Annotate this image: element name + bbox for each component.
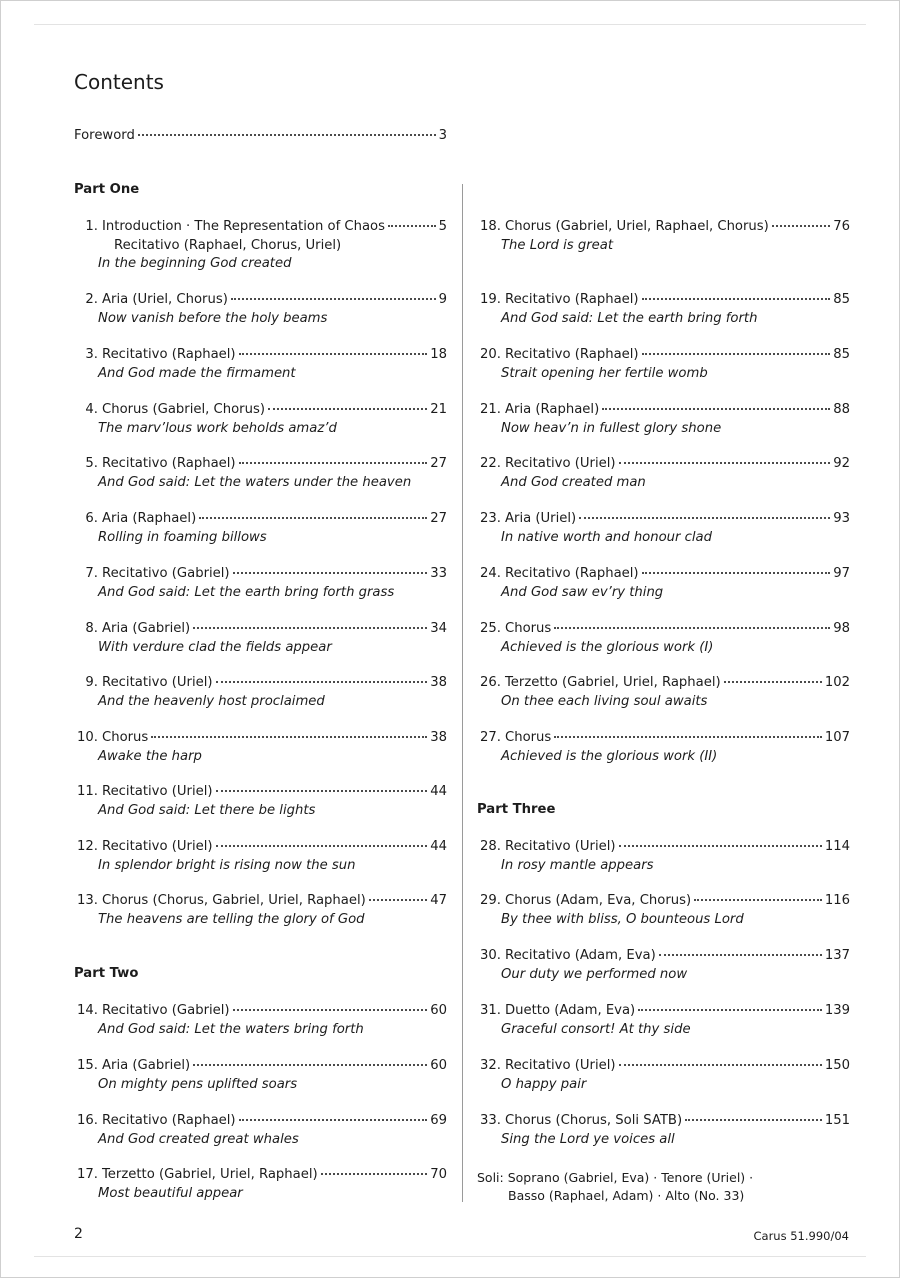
entry-label: Terzetto (Gabriel, Uriel, Raphael) <box>505 675 721 690</box>
entry-label: Recitativo (Uriel) <box>505 1058 616 1073</box>
catalog-number: Carus 51.990/04 <box>753 1229 849 1243</box>
entry-subtitle: Now heav’n in fullest glory shone <box>501 420 722 436</box>
leader-dots <box>239 353 428 355</box>
leader-dots <box>199 517 427 519</box>
entry-page: 85 <box>833 292 850 307</box>
leader-dots <box>268 408 427 410</box>
toc-entry-19[interactable] <box>477 291 850 328</box>
entry-page: 69 <box>430 1113 447 1128</box>
entry-number: 17. <box>77 1167 98 1182</box>
entry-label: Recitativo (Uriel) <box>102 675 213 690</box>
entry-label: Aria (Gabriel) <box>102 621 191 636</box>
entry-subtitle: Achieved is the glorious work (I) <box>501 639 714 655</box>
leader-dots <box>216 790 428 792</box>
entry-label: Recitativo (Uriel) <box>505 839 616 854</box>
entry-subtitle: On thee each living soul awaits <box>501 693 708 709</box>
toc-entry-29[interactable] <box>477 892 850 929</box>
toc-entry-15[interactable] <box>74 1057 447 1094</box>
toc-entry-11[interactable] <box>74 783 447 820</box>
leader-dots <box>638 1009 822 1011</box>
part-two-heading: Part Two <box>74 966 139 981</box>
entry-page: 27 <box>430 456 447 471</box>
entry-page: 60 <box>430 1003 447 1018</box>
part-three-heading: Part Three <box>477 802 556 817</box>
entry-number: 14. <box>77 1003 98 1018</box>
toc-entry-20[interactable] <box>477 346 850 383</box>
entry-subtitle: Most beautiful appear <box>98 1185 243 1201</box>
toc-entry-4[interactable] <box>74 401 447 438</box>
entry-label: Introduction · The Representation of Chaos <box>102 219 385 234</box>
entry-page: 102 <box>824 675 850 690</box>
entry-number: 27. <box>480 730 501 745</box>
foreword-page: 3 <box>438 128 447 143</box>
toc-entry-10[interactable] <box>74 729 447 766</box>
entry-subtitle: Rolling in foaming billows <box>98 529 267 545</box>
entry-page: 150 <box>824 1058 850 1073</box>
leader-dots <box>642 298 831 300</box>
entry-page: 27 <box>430 511 447 526</box>
entry-page: 38 <box>430 730 447 745</box>
entry-page: 92 <box>833 456 850 471</box>
entry-page: 34 <box>430 621 447 636</box>
entry-page: 44 <box>430 839 447 854</box>
entry-page: 137 <box>824 948 850 963</box>
entry-subtitle: And God said: Let there be lights <box>98 802 316 818</box>
leader-dots <box>579 517 830 519</box>
entry-page: 107 <box>824 730 850 745</box>
entry-label: Aria (Raphael) <box>102 511 197 526</box>
entry-label: Recitativo (Raphael) <box>505 347 639 362</box>
entry-number: 13. <box>77 893 98 908</box>
leader-dots <box>388 225 436 227</box>
entry-page: 47 <box>430 893 447 908</box>
entry-number: 3. <box>85 347 98 362</box>
entry-label: Terzetto (Gabriel, Uriel, Raphael) <box>102 1167 318 1182</box>
leader-dots <box>642 353 831 355</box>
leader-dots <box>619 462 831 464</box>
page-title: Contents <box>74 70 164 94</box>
entry-number: 23. <box>480 511 501 526</box>
entry-page: 9 <box>438 292 447 307</box>
toc-entry-31[interactable] <box>477 1002 850 1039</box>
entry-label: Recitativo (Raphael) <box>505 292 639 307</box>
entry-number: 5. <box>85 456 98 471</box>
entry-subtitle: Strait opening her fertile womb <box>501 365 708 381</box>
toc-entry-5[interactable] <box>74 455 447 492</box>
entry-subtitle: In the beginning God created <box>98 256 292 271</box>
entry-page: 21 <box>430 402 447 417</box>
entry-label: Recitativo (Raphael) <box>505 566 639 581</box>
entry-page: 151 <box>824 1113 850 1128</box>
entry-subtitle: The heavens are telling the glory of God <box>98 911 365 927</box>
entry-label: Chorus (Adam, Eva, Chorus) <box>505 893 692 908</box>
entry-subtitle: Now vanish before the holy beams <box>98 310 328 326</box>
leader-dots <box>239 1119 428 1121</box>
entry-number: 21. <box>480 402 501 417</box>
entry-subtitle: Achieved is the glorious work (II) <box>501 748 718 764</box>
entry-number: 9. <box>85 675 98 690</box>
leader-dots <box>619 1064 822 1066</box>
entry-label: Chorus <box>505 621 552 636</box>
toc-entry-17[interactable] <box>74 1166 447 1203</box>
entry-subtitle: And God said: Let the waters bring forth <box>98 1021 364 1037</box>
entry-label: Recitativo (Gabriel) <box>102 1003 230 1018</box>
entry-number: 16. <box>77 1113 98 1128</box>
entry-page: 60 <box>430 1058 447 1073</box>
entry-subtitle: Sing the Lord ye voices all <box>501 1131 675 1147</box>
entry-page: 98 <box>833 621 850 636</box>
entry-number: 12. <box>77 839 98 854</box>
entry-page: 70 <box>430 1167 447 1182</box>
entry-number: 22. <box>480 456 501 471</box>
entry-number: 25. <box>480 621 501 636</box>
toc-entry-7[interactable] <box>74 565 447 602</box>
entry-subtitle: Graceful consort! At thy side <box>501 1021 691 1037</box>
entry-number: 10. <box>77 730 98 745</box>
toc-entry-18[interactable] <box>477 218 850 255</box>
soli-line-1: Soli: Soprano (Gabriel, Eva) · Tenore (Uriel) · <box>477 1170 754 1185</box>
toc-entry-21[interactable] <box>477 401 850 438</box>
entry-page: 76 <box>833 219 850 234</box>
toc-entry-12[interactable] <box>74 838 447 875</box>
entry-page: 38 <box>430 675 447 690</box>
entry-label: Chorus (Gabriel, Uriel, Raphael, Chorus) <box>505 219 769 234</box>
entry-number: 18. <box>480 219 501 234</box>
entry-number: 7. <box>85 566 98 581</box>
toc-entry-25[interactable] <box>477 620 850 657</box>
leader-dots <box>321 1173 428 1175</box>
toc-entry-16[interactable] <box>74 1112 447 1149</box>
toc-entry-27[interactable] <box>477 729 850 766</box>
leader-dots <box>619 845 822 847</box>
entry-subtitle: And God made the firmament <box>98 365 296 381</box>
soli-line-2: Basso (Raphael, Adam) · Alto (No. 33) <box>508 1188 745 1203</box>
entry-number: 1. <box>85 219 98 234</box>
entry-page: 114 <box>824 839 850 854</box>
leader-dots <box>138 134 436 136</box>
entry-subtitle: The marv’lous work beholds amaz’d <box>98 420 337 436</box>
toc-entry-6[interactable] <box>74 510 447 547</box>
entry-page: 33 <box>430 566 447 581</box>
entry-label: Duetto (Adam, Eva) <box>505 1003 636 1018</box>
toc-entry-1[interactable] <box>74 218 447 274</box>
toc-entry-26[interactable] <box>477 674 850 711</box>
toc-entry-24[interactable] <box>477 565 850 602</box>
toc-entry-3[interactable] <box>74 346 447 383</box>
entry-number: 2. <box>85 292 98 307</box>
entry-label: Aria (Raphael) <box>505 402 600 417</box>
entry-number: 4. <box>85 402 98 417</box>
toc-entry-30[interactable] <box>477 947 850 984</box>
entry-subtitle: With verdure clad the fields appear <box>98 639 332 655</box>
entry-number: 11. <box>77 784 98 799</box>
page-number: 2 <box>74 1226 83 1242</box>
leader-dots <box>554 627 830 629</box>
entry-number: 28. <box>480 839 501 854</box>
leader-dots <box>602 408 830 410</box>
entry-label: Aria (Uriel) <box>505 511 577 526</box>
entry-label: Aria (Gabriel) <box>102 1058 191 1073</box>
foreword-entry[interactable] <box>74 127 447 146</box>
toc-entry-8[interactable] <box>74 620 447 657</box>
leader-dots <box>216 845 428 847</box>
entry-label: Recitativo (Uriel) <box>102 839 213 854</box>
toc-entry-2[interactable] <box>74 291 447 328</box>
entry-subtitle: And God said: Let the waters under the heaven <box>98 474 412 490</box>
entry-label: Recitativo (Adam, Eva) <box>505 948 656 963</box>
leader-dots <box>193 1064 427 1066</box>
entry-subtitle: By thee with bliss, O bounteous Lord <box>501 911 744 927</box>
leader-dots <box>772 225 830 227</box>
leader-dots <box>694 899 822 901</box>
entry-subtitle: In rosy mantle appears <box>501 857 654 873</box>
entry-page: 88 <box>833 402 850 417</box>
entry-subtitle: O happy pair <box>501 1076 587 1092</box>
entry-label: Recitativo (Uriel) <box>505 456 616 471</box>
entry-number: 24. <box>480 566 501 581</box>
toc-entry-9[interactable] <box>74 674 447 711</box>
toc-entry-22[interactable] <box>477 455 850 492</box>
entry-subtitle: In native worth and honour clad <box>501 529 713 545</box>
entry-label: Recitativo (Uriel) <box>102 784 213 799</box>
toc-entry-14[interactable] <box>74 1002 447 1039</box>
entry-subtitle: In splendor bright is rising now the sun <box>98 857 356 873</box>
soli-note <box>477 1169 753 1205</box>
entry-subtitle: On mighty pens uplifted soars <box>98 1076 298 1092</box>
entry-label: Chorus <box>505 730 552 745</box>
leader-dots <box>642 572 831 574</box>
entry-label: Chorus (Chorus, Soli SATB) <box>505 1113 683 1128</box>
column-divider <box>462 184 463 1202</box>
entry-number: 6. <box>85 511 98 526</box>
leader-dots <box>151 736 427 738</box>
leader-dots <box>233 572 428 574</box>
entry-page: 97 <box>833 566 850 581</box>
entry-label: Recitativo (Raphael) <box>102 456 236 471</box>
entry-subtitle: And God said: Let the earth bring forth <box>501 310 758 326</box>
entry-number: 29. <box>480 893 501 908</box>
entry-page: 5 <box>438 219 447 234</box>
leader-dots <box>216 681 428 683</box>
entry-label: Chorus (Gabriel, Chorus) <box>102 402 265 417</box>
entry-number: 32. <box>480 1058 501 1073</box>
foreword-label: Foreword <box>74 128 135 143</box>
leader-dots <box>233 1009 428 1011</box>
entry-number: 31. <box>480 1003 501 1018</box>
entry-page: 93 <box>833 511 850 526</box>
entry-page: 139 <box>824 1003 850 1018</box>
entry-page: 44 <box>430 784 447 799</box>
entry-number: 19. <box>480 292 501 307</box>
entry-subtitle: Our duty we performed now <box>501 966 688 982</box>
entry-subtitle: And God created great whales <box>98 1131 299 1147</box>
entry-subtitle: And the heavenly host proclaimed <box>98 693 325 709</box>
toc-entry-33[interactable] <box>477 1112 850 1149</box>
toc-entry-23[interactable] <box>477 510 850 547</box>
entry-extra: Recitativo (Raphael, Chorus, Uriel) <box>114 237 342 253</box>
entry-label: Recitativo (Raphael) <box>102 347 236 362</box>
bottom-rule <box>34 1256 866 1257</box>
entry-label: Recitativo (Raphael) <box>102 1113 236 1128</box>
entry-label: Aria (Uriel, Chorus) <box>102 292 228 307</box>
leader-dots <box>685 1119 822 1121</box>
leader-dots <box>239 462 428 464</box>
entry-page: 18 <box>430 347 447 362</box>
entry-number: 15. <box>77 1058 98 1073</box>
toc-entry-13[interactable] <box>74 892 447 929</box>
entry-subtitle: Awake the harp <box>98 748 202 764</box>
entry-label: Recitativo (Gabriel) <box>102 566 230 581</box>
entry-number: 8. <box>85 621 98 636</box>
leader-dots <box>193 627 427 629</box>
entry-number: 30. <box>480 948 501 963</box>
entry-label: Chorus (Chorus, Gabriel, Uriel, Raphael) <box>102 893 366 908</box>
leader-dots <box>231 298 436 300</box>
entry-subtitle: And God said: Let the earth bring forth grass <box>98 584 395 600</box>
top-rule <box>34 24 866 25</box>
entry-subtitle: And God saw ev’ry thing <box>501 584 664 600</box>
leader-dots <box>724 681 822 683</box>
entry-page: 116 <box>824 893 850 908</box>
leader-dots <box>369 899 427 901</box>
entry-number: 26. <box>480 675 501 690</box>
entry-page: 85 <box>833 347 850 362</box>
entry-number: 20. <box>480 347 501 362</box>
leader-dots <box>659 954 822 956</box>
toc-entry-28[interactable] <box>477 838 850 875</box>
part-one-heading: Part One <box>74 182 140 197</box>
entry-subtitle: And God created man <box>501 474 646 490</box>
leader-dots <box>554 736 822 738</box>
entry-subtitle: The Lord is great <box>501 237 614 253</box>
entry-label: Chorus <box>102 730 149 745</box>
toc-entry-32[interactable] <box>477 1057 850 1094</box>
entry-number: 33. <box>480 1113 501 1128</box>
